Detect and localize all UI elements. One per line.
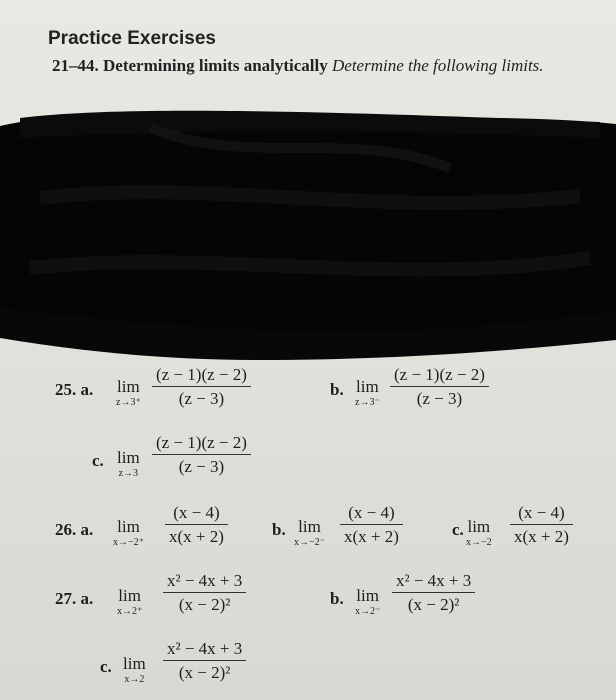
problem-27-a-label: 27. a.: [55, 589, 94, 608]
problem-25-a-label: 25. a.: [55, 380, 94, 399]
problem-26-c-lim: lim x→−2: [466, 517, 492, 548]
problem-26-b-label: b.: [272, 520, 286, 539]
problem-25-b-fraction: (z − 1)(z − 2) (z − 3): [390, 365, 489, 409]
problem-27-a-fraction: x² − 4x + 3 (x − 2)²: [163, 571, 246, 615]
problem-26-c-fraction: (x − 4) x(x + 2): [510, 503, 573, 547]
problem-26-b-lim: lim x→−2⁻: [294, 517, 325, 548]
problem-27-c-label: c.: [100, 657, 112, 676]
problem-27-b-label: b.: [330, 589, 344, 608]
problem-25-b-lim: lim z→3⁻: [355, 377, 380, 408]
problem-27-a-lim: lim x→2⁺: [117, 586, 143, 617]
problem-25-c-label: c.: [92, 451, 104, 470]
section-title: Practice Exercises: [48, 28, 216, 49]
exercise-instructions: [52, 55, 572, 76]
problem-26-a-label: 26. a.: [55, 520, 94, 539]
exercise-directive: Determine the following limits.: [332, 56, 544, 75]
problem-27-b-lim: lim x→2⁻: [355, 586, 381, 617]
problem-25-a-fraction: (z − 1)(z − 2) (z − 3): [152, 365, 251, 409]
problem-27-b-fraction: x² − 4x + 3 (x − 2)²: [392, 571, 475, 615]
problem-26-c-label: c.: [452, 520, 464, 539]
exercise-topic: Determining limits analytically: [103, 56, 328, 75]
problem-26-a-fraction: (x − 4) x(x + 2): [165, 503, 228, 547]
problem-25-b-label: b.: [330, 380, 344, 399]
problem-26-b-fraction: (x − 4) x(x + 2): [340, 503, 403, 547]
exercise-range: 21–44.: [52, 56, 99, 75]
problem-25-c-lim: lim z→3: [117, 448, 140, 479]
problem-26-a-lim: lim x→−2⁺: [113, 517, 144, 548]
problem-25-a-lim: lim z→3⁺: [116, 377, 141, 408]
problem-27-c-fraction: x² − 4x + 3 (x − 2)²: [163, 639, 246, 683]
redaction-scribble: [0, 108, 616, 362]
problem-25-c-fraction: (z − 1)(z − 2) (z − 3): [152, 433, 251, 477]
problem-27-c-lim: lim x→2: [123, 654, 146, 685]
